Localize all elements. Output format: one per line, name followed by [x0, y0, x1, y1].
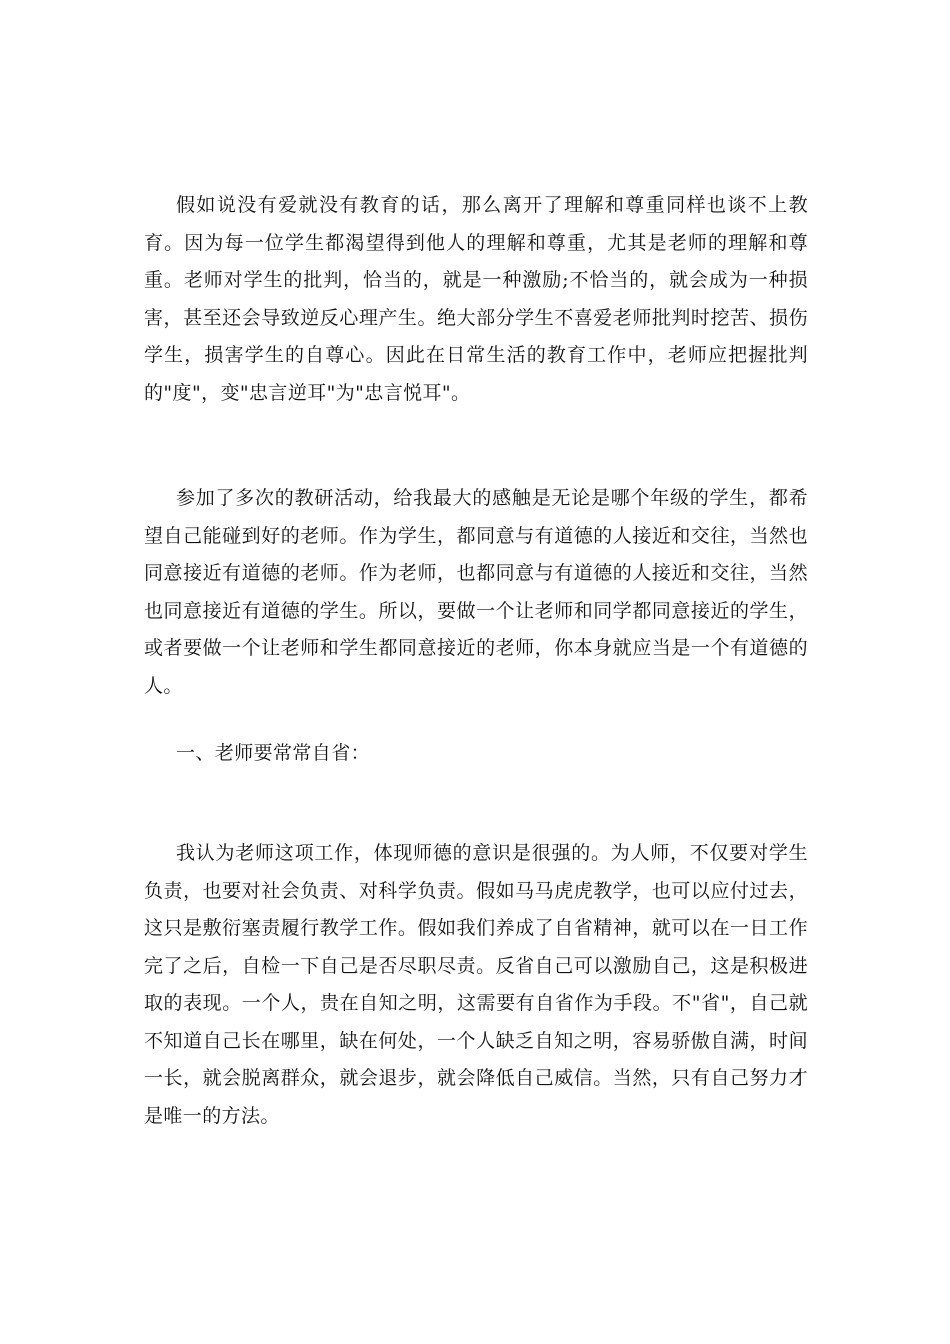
paragraph-self-reflection: 我认为老师这项工作，体现师德的意识是很强的。为人师，不仅要对学生负责，也要对社会负责、对科学负责。假如马马虎虎教学，也可以应付过去，这只是敷衍塞责履行教学工作。假如我们养成了自省精神，就可以在一日工作完了之后，自检一下自己是否尽职尽责。反省自己可以激励自己，这是积极进取的表现。一个人，贵在自知之明，这需要有自省作为手段。不"省"，自己就不知道自己长在哪里，缺在何处，一个人缺乏自知之明，容易骄傲自满，时间一长，就会脱离群众，就会退步，就会降低自己威信。当然，只有自己努力才是唯一的方法。 [144, 842, 808, 1127]
paragraph-respect-understanding: 假如说没有爱就没有教育的话，那么离开了理解和尊重同样也谈不上教育。因为每一位学生都渴望得到他人的理解和尊重，尤其是老师的理解和尊重。老师对学生的批判，恰当的，就是一种激励;不恰当的，就会成为一种损害，甚至还会导致逆反心理产生。绝大部分学生不喜爱老师批判时挖苦、损伤学生，损害学生的自尊心。因此在日常生活的教育工作中，老师应把握批判的"度"，变"忠言逆耳"为"忠言悦耳"。 [144, 194, 808, 404]
section-heading: 一、老师要常常自省： [176, 742, 371, 764]
paragraph-teaching-research: 参加了多次的教研活动，给我最大的感触是无论是哪个年级的学生，都希望自己能碰到好的老师。作为学生，都同意与有道德的人接近和交往，当然也同意接近有道德的老师。作为老师，也都同意与有道德的人接近和交往，当然也同意接近有道德的学生。所以，要做一个让老师和同学都同意接近的学生，或者要做一个让老师和学生都同意接近的老师，你本身就应当是一个有道德的人。 [144, 487, 808, 697]
